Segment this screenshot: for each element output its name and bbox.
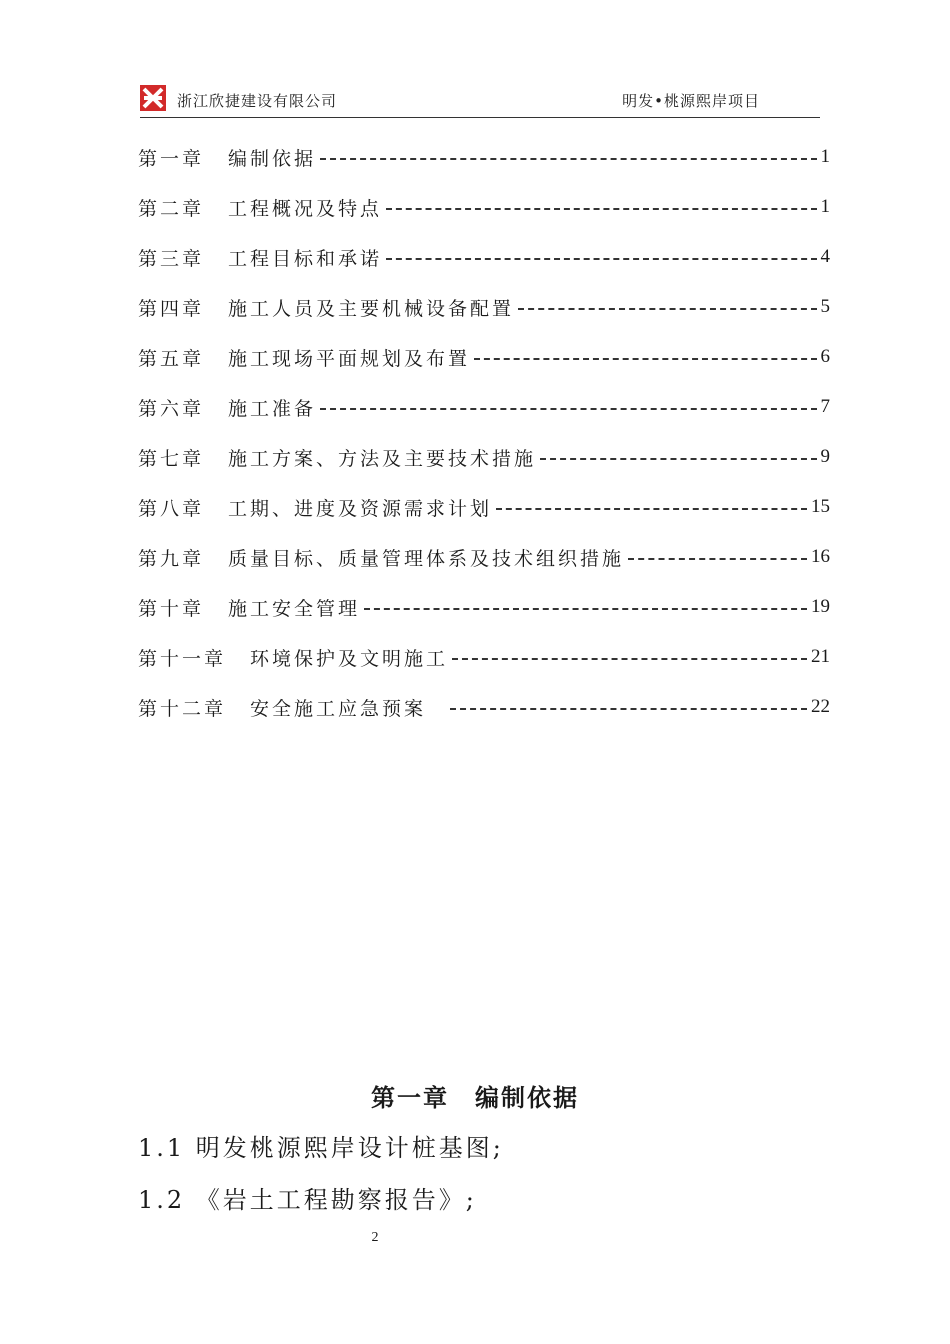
toc-title: 工程概况及特点 [228, 197, 383, 220]
toc-leader [452, 658, 807, 660]
toc-entry [138, 582, 830, 632]
toc-title: 施工准备 [228, 397, 317, 420]
toc-entry [138, 332, 830, 382]
toc-entry [138, 382, 830, 432]
section-item: 1.2 《岩土工程勘察报告》; [138, 1186, 477, 1214]
toc-page: 9 [820, 446, 830, 467]
toc-leader [450, 708, 807, 710]
toc-title: 安全施工应急预案 [250, 697, 427, 720]
company-name: 浙江欣捷建设有限公司 [177, 92, 338, 110]
toc-page: 16 [811, 546, 830, 567]
project-name: 明发•桃源熙岸项目 [622, 92, 760, 110]
page-number: 2 [371, 1230, 379, 1245]
toc-chapter: 第八章 [138, 497, 205, 520]
toc-page: 15 [811, 496, 830, 517]
header-divider [140, 117, 820, 118]
toc-title: 施工方案、方法及主要技术措施 [228, 447, 537, 470]
toc-leader [518, 308, 816, 310]
toc-leader [386, 208, 816, 210]
toc-entry [138, 532, 830, 582]
page-header [140, 84, 820, 118]
toc-entry [138, 482, 830, 532]
table-of-contents [138, 132, 830, 732]
toc-leader [474, 358, 816, 360]
toc-leader [540, 458, 816, 460]
toc-leader [364, 608, 807, 610]
toc-chapter: 第九章 [138, 547, 205, 570]
toc-entry [138, 432, 830, 482]
toc-title: 工期、进度及资源需求计划 [228, 497, 493, 520]
toc-title: 环境保护及文明施工 [250, 647, 449, 670]
toc-page: 6 [820, 346, 830, 367]
toc-chapter: 第十章 [138, 597, 205, 620]
toc-title: 工程目标和承诺 [228, 247, 383, 270]
toc-page: 1 [820, 196, 830, 217]
toc-chapter: 第十一章 [138, 647, 227, 670]
toc-page: 19 [811, 596, 830, 617]
toc-page: 4 [820, 246, 830, 267]
toc-chapter: 第一章 [138, 147, 205, 170]
toc-page: 21 [811, 646, 830, 667]
toc-leader [320, 158, 816, 160]
section-heading: 第一章 编制依据 [371, 1083, 579, 1112]
toc-chapter: 第二章 [138, 197, 205, 220]
toc-page: 22 [811, 696, 830, 717]
company-logo-icon [140, 85, 166, 111]
toc-entry [138, 682, 830, 732]
toc-entry [138, 232, 830, 282]
toc-entry [138, 632, 830, 682]
toc-leader [320, 408, 816, 410]
toc-title: 施工安全管理 [228, 597, 361, 620]
toc-title: 施工人员及主要机械设备配置 [228, 297, 515, 320]
toc-chapter: 第五章 [138, 347, 205, 370]
toc-leader [628, 558, 807, 560]
section-item: 1.1 明发桃源熙岸设计桩基图; [138, 1134, 504, 1162]
toc-leader [386, 258, 816, 260]
toc-entry [138, 282, 830, 332]
toc-page: 7 [820, 396, 830, 417]
toc-entry [138, 132, 830, 182]
toc-page: 5 [820, 296, 830, 317]
toc-leader [496, 508, 807, 510]
toc-title: 施工现场平面规划及布置 [228, 347, 471, 370]
toc-page: 1 [820, 146, 830, 167]
toc-chapter: 第六章 [138, 397, 205, 420]
toc-title: 质量目标、质量管理体系及技术组织措施 [228, 547, 625, 570]
toc-chapter: 第三章 [138, 247, 205, 270]
toc-title: 编制依据 [228, 147, 317, 170]
toc-chapter: 第四章 [138, 297, 205, 320]
toc-chapter: 第七章 [138, 447, 205, 470]
toc-chapter: 第十二章 [138, 697, 227, 720]
toc-entry [138, 182, 830, 232]
